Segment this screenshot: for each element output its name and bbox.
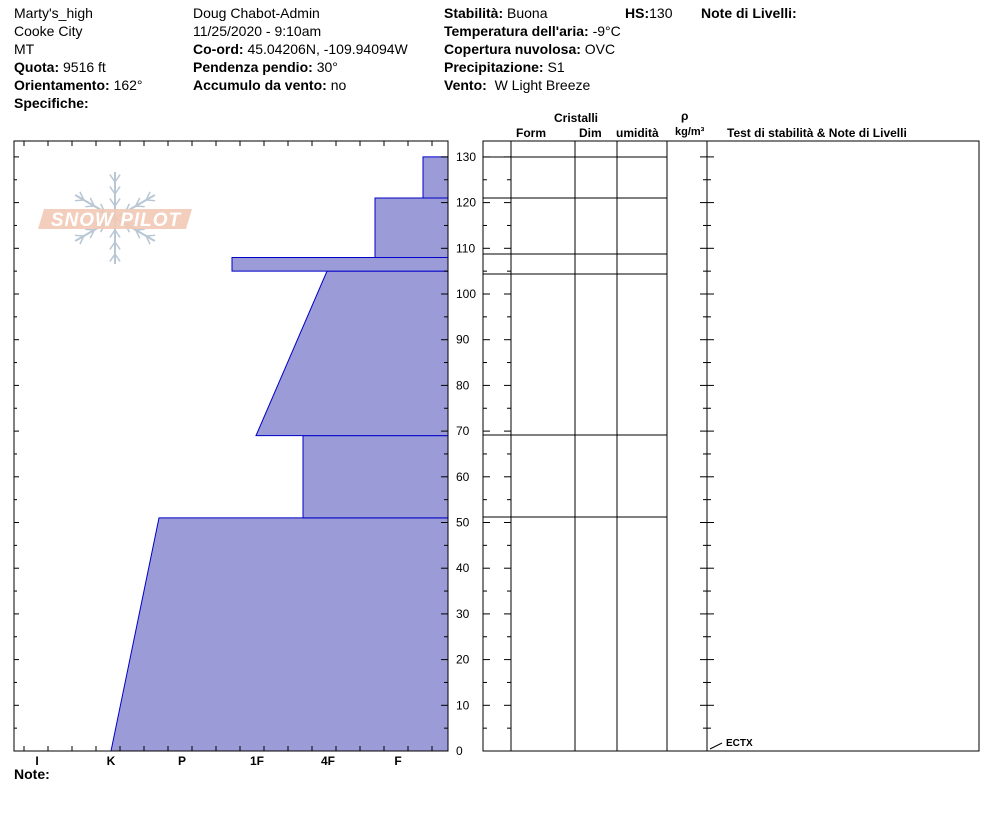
wind-loading-label: Accumulo da vento: bbox=[193, 77, 327, 93]
depth-tick-label: 130 bbox=[456, 149, 477, 164]
hardness-layer bbox=[232, 257, 448, 271]
elevation-label: Quota: bbox=[14, 59, 60, 75]
coord-value: 45.04206N, -109.94094W bbox=[247, 41, 408, 57]
depth-tick-label: 0 bbox=[456, 744, 463, 758]
state: MT bbox=[14, 41, 35, 57]
size-heading: Dim bbox=[579, 126, 602, 140]
snowflake-branch bbox=[146, 200, 155, 201]
depth-tick-label: 40 bbox=[456, 561, 470, 576]
rho-heading: ρ bbox=[681, 109, 689, 123]
wind-loading-value: no bbox=[330, 77, 347, 93]
logo-text: SNOW PILOT bbox=[50, 210, 182, 231]
sky-value: OVC bbox=[584, 41, 616, 57]
hardness-tick-label: P bbox=[177, 754, 187, 768]
hardness-layer bbox=[423, 157, 448, 198]
elevation-value: 9516 ft bbox=[63, 59, 106, 75]
depth-tick-label: 50 bbox=[456, 515, 470, 530]
depth-tick-label: 10 bbox=[456, 698, 470, 713]
location-name: Marty's_high bbox=[14, 5, 93, 21]
layer-table-frame bbox=[483, 141, 979, 751]
density-unit-heading: kg/m³ bbox=[675, 126, 705, 138]
depth-tick-label: 20 bbox=[456, 652, 470, 667]
specifics-label: Specifiche: bbox=[14, 95, 89, 111]
hs-value: 130 bbox=[649, 5, 673, 21]
form-heading: Form bbox=[516, 126, 546, 140]
stability-value: Buona bbox=[507, 5, 548, 21]
wind-value: W Light Breeze bbox=[494, 77, 591, 93]
hs-label: HS: bbox=[625, 5, 650, 21]
hardness-tick-label: 4F bbox=[320, 754, 336, 768]
precip-value: S1 bbox=[547, 59, 565, 75]
wind-label: Vento: bbox=[444, 77, 487, 93]
depth-tick-label: 120 bbox=[456, 195, 477, 210]
hardness-tick-label: 1F bbox=[249, 754, 265, 768]
wetness-heading: umidità bbox=[616, 126, 659, 140]
depth-tick-label: 30 bbox=[456, 606, 470, 621]
depth-tick-label: 110 bbox=[456, 241, 476, 256]
stability-label: Stabilità: bbox=[444, 5, 504, 21]
snowflake-branch bbox=[75, 235, 84, 236]
sky-label: Copertura nuvolosa: bbox=[444, 41, 581, 57]
depth-tick-label: 70 bbox=[456, 424, 470, 439]
air-temp-value: -9°C bbox=[592, 23, 621, 39]
snowflake-branch bbox=[146, 235, 155, 236]
hardness-tick-label: F bbox=[394, 754, 402, 768]
hardness-layer bbox=[303, 436, 448, 518]
air-temp-label: Temperatura dell'aria: bbox=[444, 23, 589, 39]
layer-notes-label: Note di Livelli: bbox=[701, 5, 797, 21]
slope-label: Pendenza pendio: bbox=[193, 59, 313, 75]
coord-label: Co-ord: bbox=[193, 41, 244, 57]
stability-tests bbox=[710, 738, 753, 749]
hardness-layer bbox=[375, 198, 448, 257]
depth-tick-label: 60 bbox=[456, 469, 470, 484]
observer: Doug Chabot-Admin bbox=[193, 5, 320, 21]
crystals-heading: Cristalli bbox=[554, 111, 599, 125]
stability-test-pointer bbox=[710, 743, 722, 749]
snowflake-branch bbox=[85, 206, 94, 207]
precip-label: Precipitazione: bbox=[444, 59, 544, 75]
snowflake-branch bbox=[136, 206, 145, 207]
slope-value: 30° bbox=[316, 59, 338, 75]
aspect-label: Orientamento: bbox=[14, 77, 110, 93]
snowpilot-logo bbox=[38, 172, 192, 264]
depth-tick-label: 80 bbox=[456, 378, 470, 393]
hardness-tick-label: K bbox=[106, 754, 116, 768]
hardness-layer bbox=[111, 518, 448, 751]
city: Cooke City bbox=[14, 23, 83, 39]
datetime: 11/25/2020 - 9:10am bbox=[193, 23, 322, 39]
note-label: Note: bbox=[14, 766, 50, 782]
depth-tick-label: 100 bbox=[456, 287, 477, 301]
hardness-profile bbox=[111, 157, 448, 751]
depth-tick-label: 90 bbox=[456, 332, 470, 347]
snowflake-branch bbox=[75, 200, 84, 201]
hardness-layer bbox=[256, 271, 448, 436]
hardness-tick-label: I bbox=[35, 754, 39, 768]
stability-test-label: ECTX bbox=[726, 738, 753, 749]
aspect-value: 162° bbox=[113, 77, 143, 93]
stability-notes-heading: Test di stabilità & Note di Livelli bbox=[727, 126, 907, 140]
